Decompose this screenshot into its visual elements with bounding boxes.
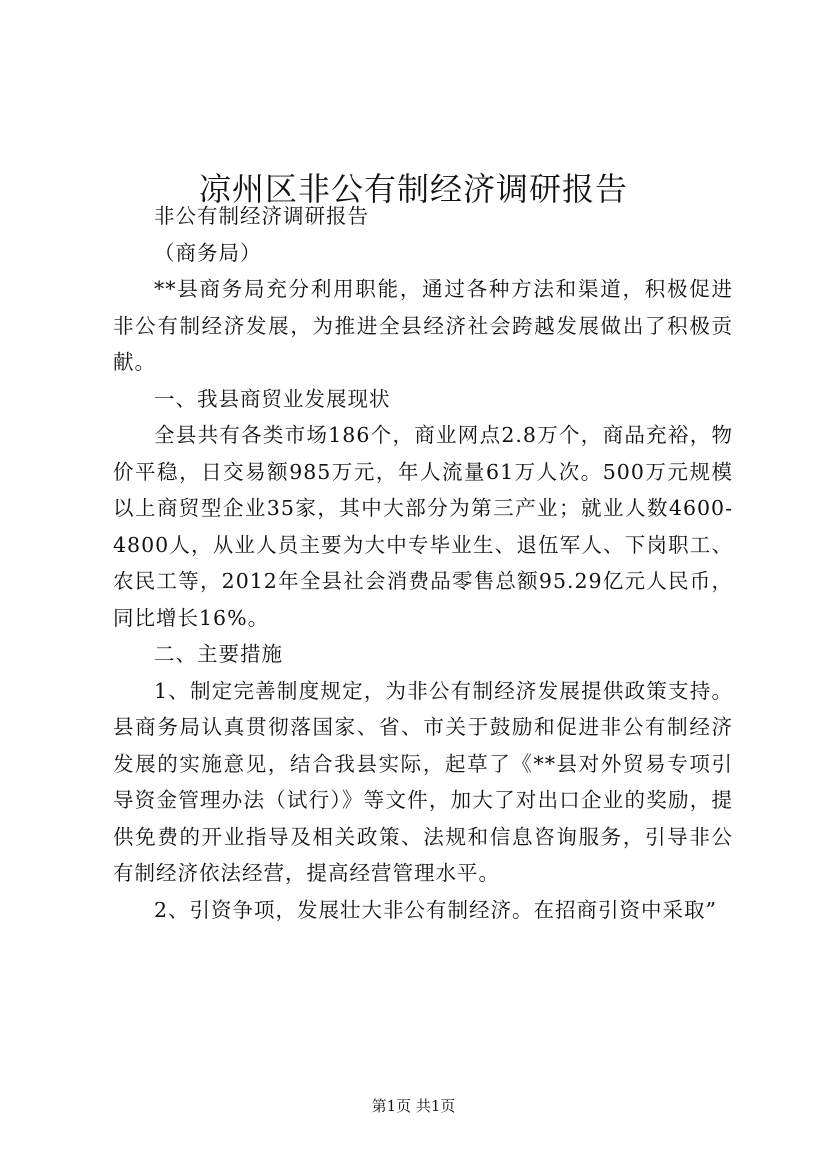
status-paragraph: 全县共有各类市场186个，商业网点2.8万个，商品充裕，物价平稳，日交易额985万元，年人流量61万人次。500万元规模以上商贸型企业35家，其中大部分为第三产业；就业人数4600-4800人，从业人员主要为大中专毕业生、退伍军人、下岗职工、农民工等，2012年全县社会消费品零售总额95.29亿元人民币，同比增长16%。 (113, 423, 733, 630)
subtitle: 非公有制经济调研报告 (154, 204, 369, 228)
measure-paragraph-2: 2、引资争项，发展壮大非公有制经济。在招商引资中采取” (154, 897, 718, 922)
document-body (113, 198, 733, 928)
page-footer: 第1页 共1页 (371, 1097, 456, 1115)
measure-paragraph-1: 1、制定完善制度规定，为非公有制经济发展提供政策支持。县商务局认真贯彻落国家、省、市关于鼓励和促进非公有制经济发展的实施意见，结合我县实际，起草了《**县对外贸易专项引导资金管理办法（试行）》等文件，加大了对出口企业的奖励，提供免费的开业指导及相关政策、法规和信息咨询服务，引导非公有制经济依法经营，提高经营管理水平。 (113, 678, 733, 885)
section-heading-2: 二、主要措施 (154, 642, 283, 666)
document-title: 凉州区非公有制经济调研报告 (198, 170, 628, 209)
section-heading-1: 一、我县商贸业发展现状 (154, 386, 391, 411)
department: （商务局） (154, 240, 262, 265)
intro-paragraph: **县商务局充分利用职能，通过各种方法和渠道，积极促进非公有制经济发展，为推进全县经济社会跨越发展做出了积极贡献。 (113, 277, 733, 374)
